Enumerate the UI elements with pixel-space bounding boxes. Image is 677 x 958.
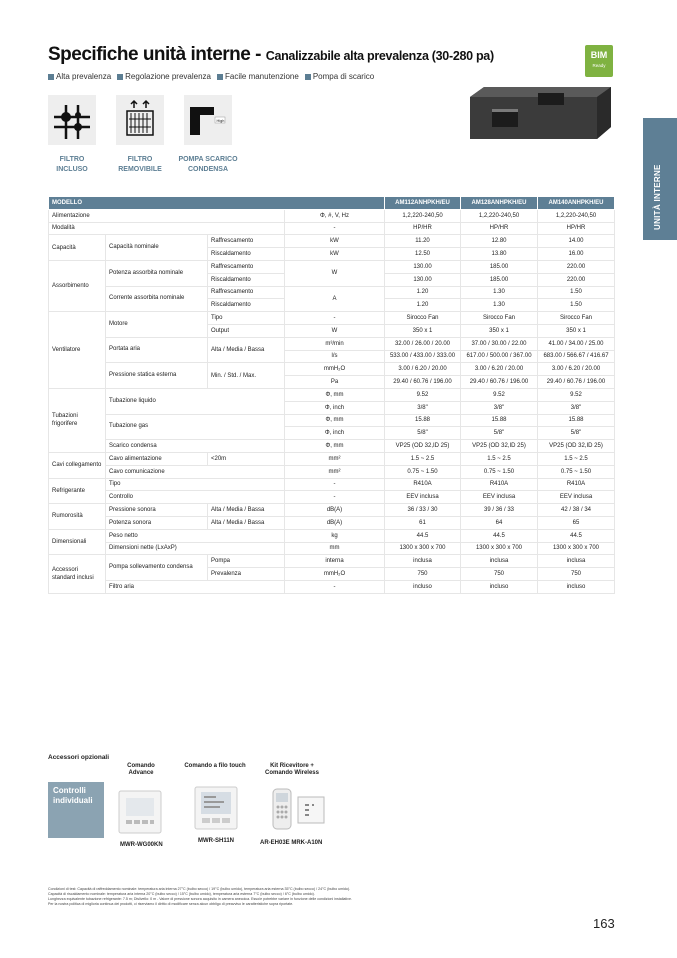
table-row: Cavo comunicazione mm² 0.75 ~ 1.50 0.75 ~ 1.50 0.75 ~ 1.50 [49,465,615,478]
table-row: Potenza sonora Alta / Media / Bassa dB(A) 61 64 65 [49,516,615,529]
table-row: Portata aria Alta / Media / Bassa m³/min 32.00 / 26.00 / 20.00 37.00 / 30.00 / 22.00 41.00 / 34.00 / 25.00 [49,337,615,350]
feature-list [48,72,374,81]
table-row: Refrigerante Tipo - R410A R410A R410A [49,478,615,491]
table-row: Dimensioni nette (LxAxP) mm 1300 x 300 x 700 1300 x 300 x 700 1300 x 300 x 700 [49,542,615,555]
accessory-model: MWR-WG00KN [120,842,163,848]
table-row: Cavi collegamento Cavo alimentazione <20m mm² 1.5 ~ 2.5 1.5 ~ 2.5 1.5 ~ 2.5 [49,452,615,465]
header-cell-model-1: AM112ANHPKH/EU [385,197,461,210]
removable-filter-icon [116,95,164,145]
filter-grid-icon [48,95,96,145]
table-row: Riscaldamento 1.20 1.30 1.50 [49,299,615,312]
table-row: Output W 350 x 1 350 x 1 350 x 1 [49,324,615,337]
feature-item: Facile manutenzione [217,72,299,81]
bullet-square-icon [117,74,123,80]
table-row: Φ, inch 5/8" 5/8" 5/8" [49,427,615,440]
table-row: Ventilatore Motore Tipo - Sirocco Fan Sirocco Fan Sirocco Fan [49,312,615,325]
table-row: Riscaldamento kW 12.50 13.80 16.00 [49,248,615,261]
bullet-square-icon [217,74,223,80]
table-row: Φ, inch 3/8" 3/8" 3/8" [49,401,615,414]
table-row: Filtro aria - incluso incluso incluso [49,580,615,593]
receiver-kit-icon [297,796,325,829]
table-row: Controllo - EEV inclusa EEV inclusa EEV inclusa [49,491,615,504]
touch-controller-icon [194,786,238,835]
table-header-row [49,197,615,210]
table-row: Riscaldamento 130.00 185.00 220.00 [49,273,615,286]
spec-table [48,196,615,594]
table-row: Alimentazione Φ, #, V, Hz 1,2,220-240,50 1,2,220-240,50 1,2,220-240,50 [49,209,615,222]
table-row: Pressione statica esterna Min. / Std. / Max. mmH₂O 3.00 / 6.20 / 20.00 3.00 / 6.20 / 20.00 3.00 / 6.20 / 20.00 [49,363,615,376]
table-row: Rumorosità Pressione sonora Alta / Media / Bassa dB(A) 36 / 33 / 30 39 / 36 / 33 42 / 38 / 34 [49,504,615,517]
table-row: Capacità Capacità nominale Raffrescamento kW 11.20 12.80 14.00 [49,235,615,248]
table-row: Tubazione gas Φ, mm 15.88 15.88 15.88 [49,414,615,427]
page-number: 163 [593,916,615,931]
svg-text:High: High [216,118,225,123]
bullet-square-icon [305,74,311,80]
bim-ready-badge: BIM Ready [585,45,613,77]
table-row: Accessori standard inclusi Pompa sollevamento condensa Pompa interna inclusa inclusa inclusa [49,555,615,568]
wired-controller-advance-icon [118,790,162,839]
feature-item: Regolazione prevalenza [117,72,211,81]
individual-controls-box: Controlli individuali [48,782,104,838]
header-cell-model-2: AM128ANHPKH/EU [461,197,538,210]
accessory-title: Comando a filo touch [184,763,246,769]
icon-label-removable-filter: FILTRO REMOVIBILE [118,156,162,173]
table-row: Corrente assorbita nominale Raffrescamento A 1.20 1.30 1.50 [49,286,615,299]
section-side-tab: UNITÀ INTERNE [643,118,677,240]
accessory-title: Comando Advance [127,763,155,776]
optional-accessories-label: Accessori opzionali [48,754,110,761]
header-cell-model-3: AM140ANHPKH/EU [538,197,615,210]
table-row: Tubazioni frigorifere Tubazione liquido Φ, mm 9.52 9.52 9.52 [49,388,615,401]
feature-item: Alta prevalenza [48,72,111,81]
bullet-square-icon [48,74,54,80]
header-cell-model: MODELLO [49,197,385,210]
page-title: Specifiche unità interne - Canalizzabile alta prevalenza (30-280 pa) [48,44,494,65]
icon-label-filter-included: FILTRO INCLUSO [56,156,88,173]
table-row: Pa 29.40 / 60.76 / 196.00 29.40 / 60.76 / 196.00 29.40 / 60.76 / 196.00 [49,376,615,389]
table-row: Dimensionali Peso netto kg 44.5 44.5 44.5 [49,529,615,542]
icon-label-drain-pump: POMPA SCARICO CONDENSA [178,156,238,173]
table-row: Modalità - HP/HR HP/HR HP/HR [49,222,615,235]
drain-pump-icon [184,95,232,145]
table-row: Assorbimento Potenza assorbita nominale Raffrescamento W 130.00 185.00 220.00 [49,260,615,273]
accessory-model: AR-EH03E MRK-A10N [260,840,323,846]
table-row: Scarico condensa Φ, mm VP25 (OD 32,ID 25) VP25 (OD 32,ID 25) VP25 (OD 32,ID 25) [49,440,615,453]
table-row: l/s 533.00 / 433.00 / 333.00 617.00 / 500.00 / 367.00 683.00 / 566.67 / 416.67 [49,350,615,363]
wireless-remote-icon [272,788,292,835]
accessory-title: Kit Ricevitore + Comando Wireless [265,763,319,776]
table-row: Prevalenza mmH₂O 750 750 750 [49,568,615,581]
feature-item: Pompa di scarico [305,72,374,81]
ducted-unit-image [470,87,611,139]
accessory-model: MWR-SH11N [198,838,235,844]
footnotes: Condizioni di test: Capacità di raffreddamento nominale: temperatura aria interna 27°C (bulbo secco) / 19°C (bulbo umido), temperatura aria esterna 35°C (bulbo secco) / 24°C (bulbo umido). Capacità di riscaldamento nominale: temperatura aria interna 20°C (bulbo secco) / 15°C (bulbo umido), temperatura aria esterna 7°C (bulbo secco) / 6°C (bulbo umido). Lunghezza equivalente tubazione refrigerante: 7.5 m; Dislivello: 0 m - Valore di pressione sonora acquisito in camera anecoica. Esso/e potrebbe variare in funzione delle condizioni installative. Per la nostra politica di miglioria continua dei prodotti, ci riserviamo il diritto di modificare senza alcun obbligo di preavviso le caratteristiche sopra riportate. [48,887,352,906]
